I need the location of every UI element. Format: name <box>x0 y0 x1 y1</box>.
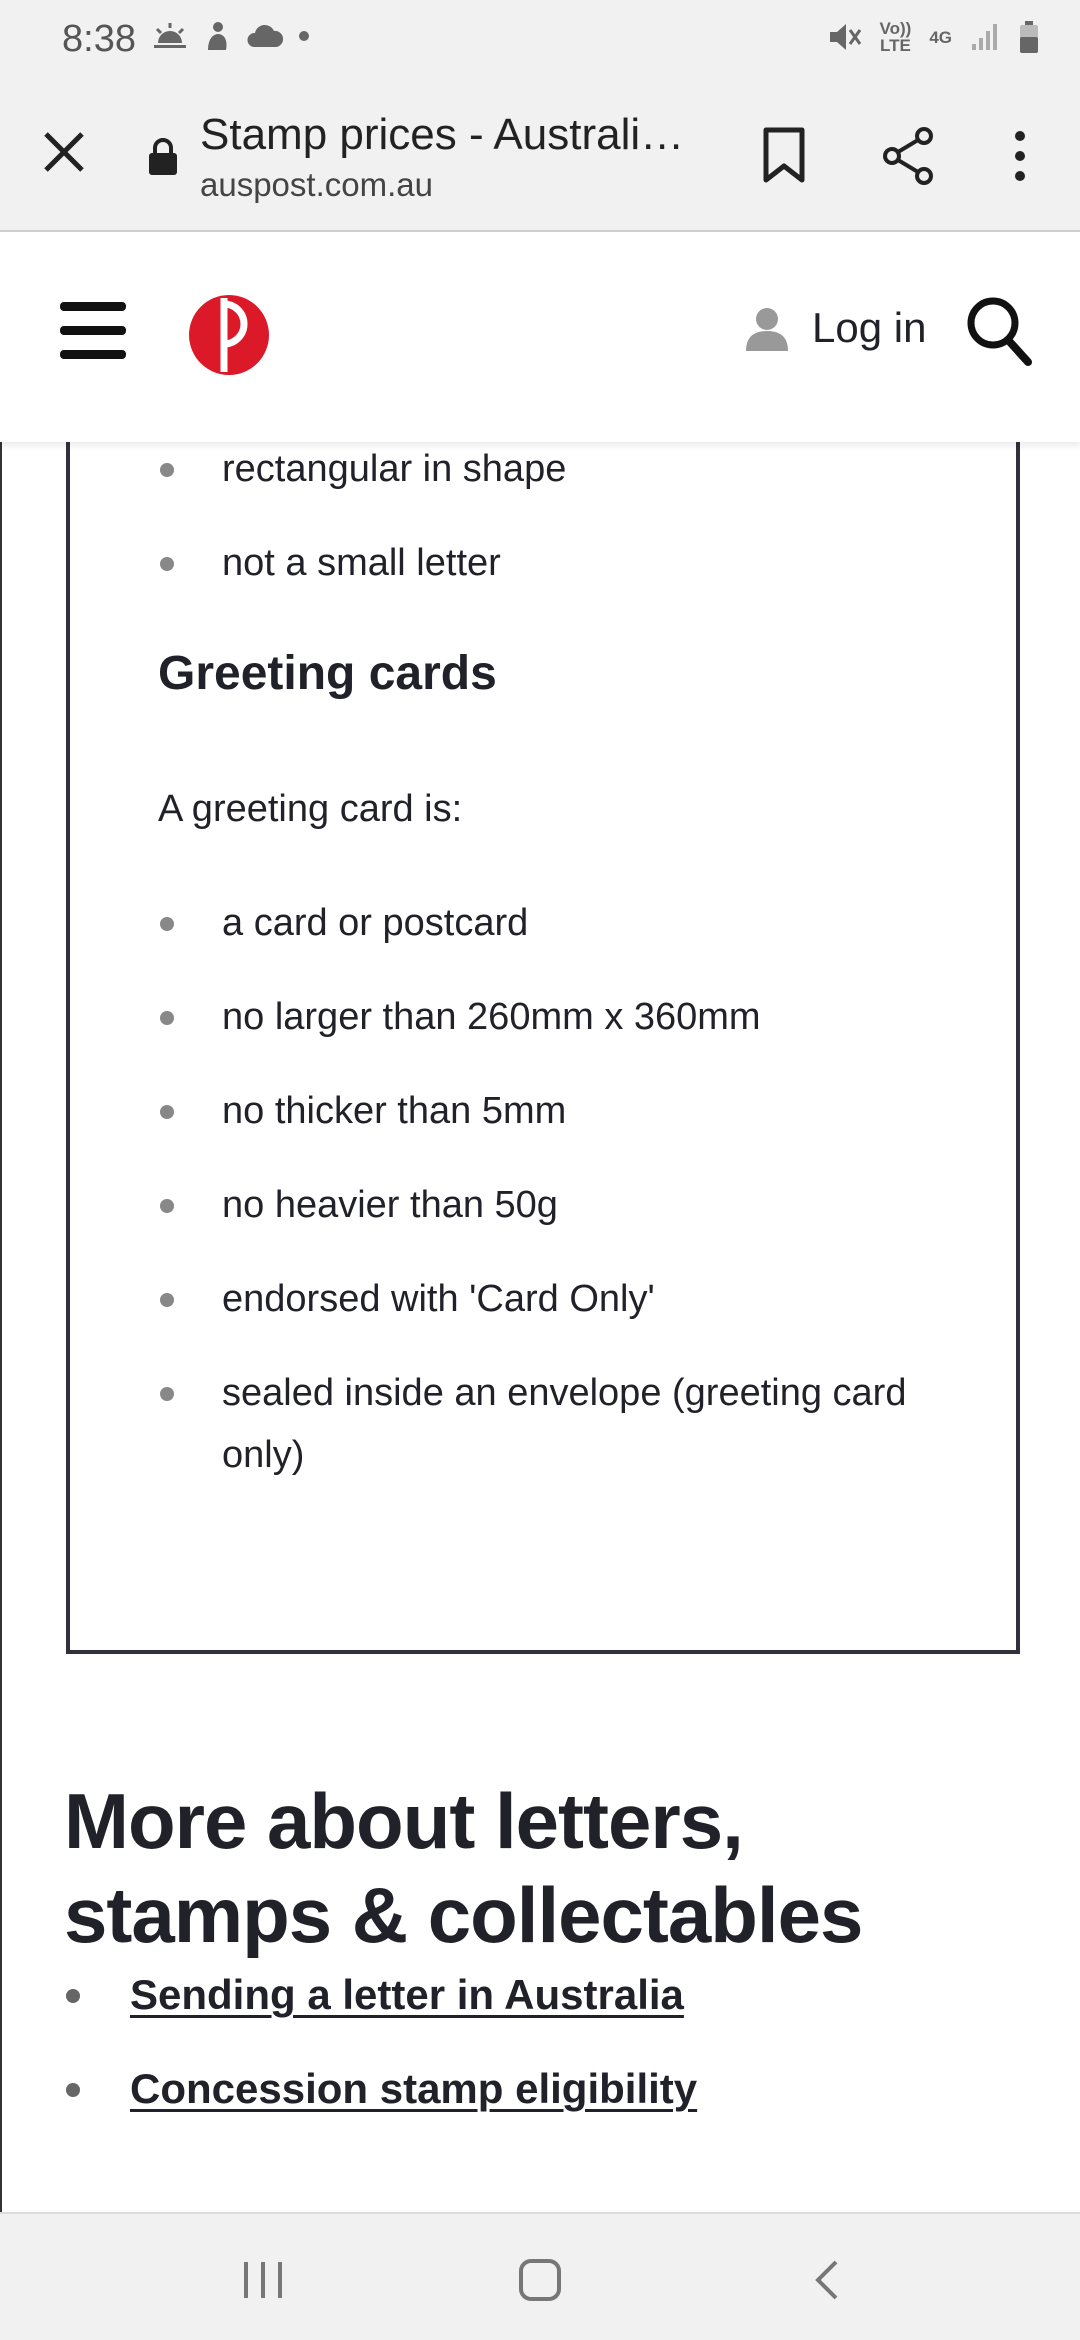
greeting-cards-heading: Greeting cards <box>158 647 497 700</box>
status-bar <box>0 0 1080 84</box>
back-icon[interactable] <box>806 2256 846 2304</box>
page-title[interactable]: Stamp prices - Australi… <box>200 110 685 159</box>
cloud-icon <box>246 23 284 49</box>
search-icon[interactable] <box>964 294 1034 368</box>
list-item: no heavier than 50g <box>158 1174 978 1236</box>
related-links-list <box>64 1964 1024 2152</box>
url-domain[interactable]: auspost.com.au <box>200 166 433 203</box>
network-4g-icon: 4G <box>929 27 952 47</box>
main-content <box>0 442 1080 2212</box>
link-concession-stamp[interactable]: Concession stamp eligibility <box>130 2065 698 2112</box>
battery-icon <box>1018 20 1040 54</box>
login-label: Log in <box>812 304 927 351</box>
mute-icon <box>826 20 862 54</box>
list-item <box>64 1964 1024 2026</box>
list-item: sealed inside an envelope (greeting card only) <box>158 1362 978 1486</box>
greeting-cards-intro: A greeting card is: <box>158 788 463 830</box>
status-notification-icons <box>152 20 310 52</box>
system-navigation-bar <box>0 2212 1080 2340</box>
list-item: no larger than 260mm x 360mm <box>158 986 978 1048</box>
login-button[interactable] <box>744 304 926 352</box>
notification-app-icon <box>202 20 232 52</box>
lock-icon[interactable] <box>146 136 180 176</box>
menu-icon[interactable] <box>60 302 126 360</box>
share-icon[interactable] <box>878 124 938 188</box>
list-item: not a small letter <box>158 532 978 594</box>
close-icon[interactable] <box>36 124 92 180</box>
site-header <box>0 232 1080 442</box>
dot-icon <box>298 30 310 42</box>
signal-icon <box>970 22 1000 52</box>
letter-criteria-list <box>158 442 978 626</box>
volte-icon: Vo)) LTE <box>879 19 912 55</box>
recent-apps-icon[interactable] <box>238 2258 288 2302</box>
list-item: endorsed with 'Card Only' <box>158 1268 978 1330</box>
info-box <box>66 442 1020 1654</box>
more-about-heading: More about letters, stamps & collectables <box>64 1777 863 1959</box>
list-item <box>64 2058 1024 2120</box>
weather-sunrise-icon <box>152 21 188 51</box>
more-options-icon[interactable] <box>1000 124 1040 188</box>
bookmark-icon[interactable] <box>756 124 812 188</box>
list-item: no thicker than 5mm <box>158 1080 978 1142</box>
list-item: rectangular in shape <box>158 442 978 500</box>
status-time: 8:38 <box>62 18 136 60</box>
list-item: a card or postcard <box>158 892 978 954</box>
status-system-icons <box>826 20 1040 54</box>
home-icon[interactable] <box>516 2256 564 2304</box>
browser-toolbar <box>0 84 1080 232</box>
auspost-logo[interactable] <box>188 294 270 376</box>
greeting-card-criteria-list <box>158 892 978 1518</box>
link-sending-letter[interactable]: Sending a letter in Australia <box>130 1971 684 2018</box>
user-icon <box>744 305 790 351</box>
